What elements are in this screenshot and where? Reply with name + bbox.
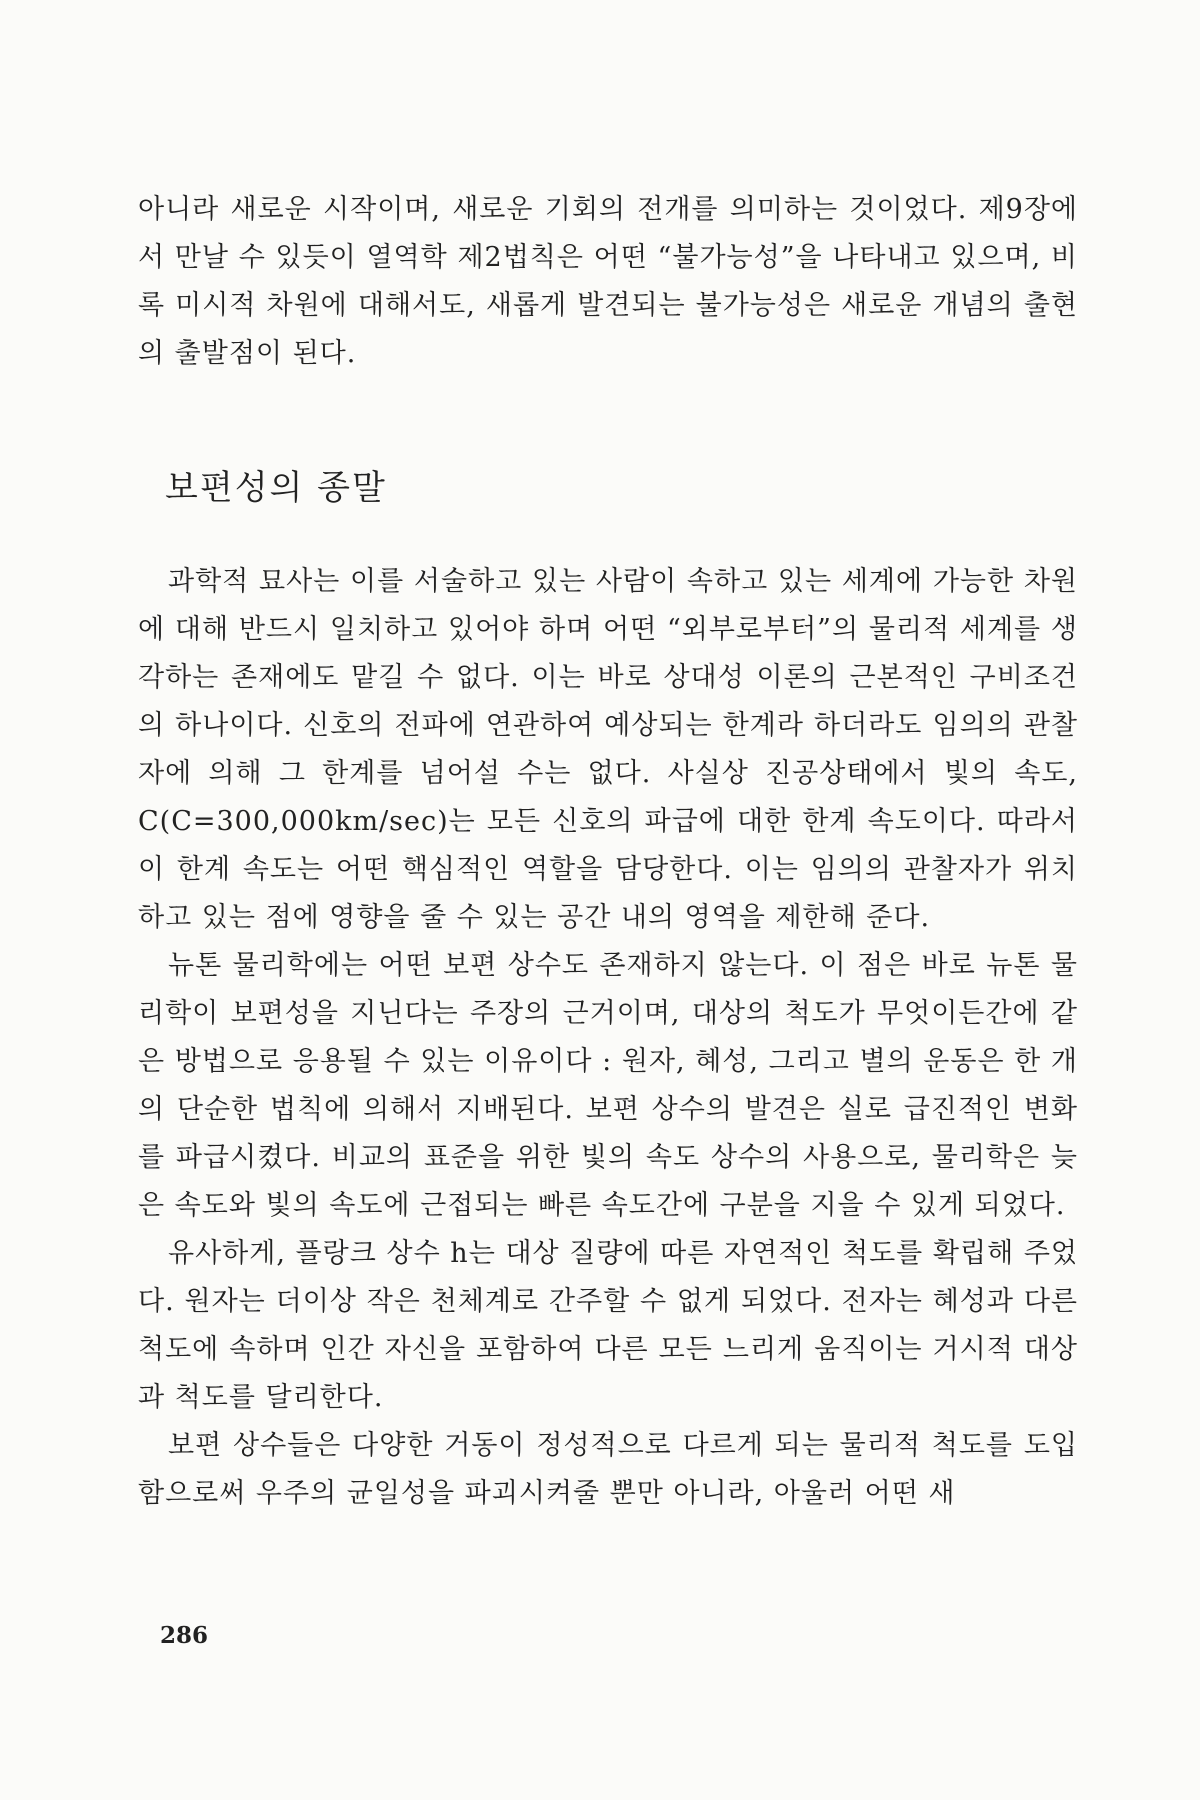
body-paragraph: 과학적 묘사는 이를 서술하고 있는 사람이 속하고 있는 세계에 가능한 차원에 대해 반드시 일치하고 있어야 하며 어떤 “외부로부터”의 물리적 세계를 생각하는 존재에도 맡길 수 없다. 이는 바로 상대성 이론의 근본적인 구비조건의 하나이다. 신호의 전파에 연관하여 예상되는 한계라 하더라도 임의의 관찰자에 의해 그 한계를 넘어설 수는 없다. 사실상 진공상태에서 빛의 속도, C(C=300,000km/sec)는 모든 신호의 파급에 대한 한계 속도이다. 따라서 이 한계 속도는 어떤 핵심적인 역할을 담당한다. 이는 임의의 관찰자가 위치하고 있는 점에 영향을 줄 수 있는 공간 내의 영역을 제한해 준다. [138,566,1078,933]
body-paragraph: 유사하게, 플랑크 상수 h는 대상 질량에 따른 자연적인 척도를 확립해 주었다. 원자는 더이상 작은 천체계로 간주할 수 없게 되었다. 전자는 혜성과 다른 척도에 속하며 인간 자신을 포함하여 다른 모든 느리게 움직이는 거시적 대상과 척도를 달리한다. [138,1238,1078,1413]
body-paragraph: 뉴톤 물리학에는 어떤 보편 상수도 존재하지 않는다. 이 점은 바로 뉴톤 물리학이 보편성을 지닌다는 주장의 근거이며, 대상의 척도가 무엇이든간에 같은 방법으로 응용될 수 있는 이유이다 : 원자, 혜성, 그리고 별의 운동은 한 개의 단순한 법칙에 의해서 지배된다. 보편 상수의 발견은 실로 급진적인 변화를 파급시켰다. 비교의 표준을 위한 빛의 속도 상수의 사용으로, 물리학은 늦은 속도와 빛의 속도에 근접되는 빠른 속도간에 구분을 지을 수 있게 되었다. [138,950,1078,1221]
intro-paragraph: 아니라 새로운 시작이며, 새로운 기회의 전개를 의미하는 것이었다. 제9장에서 만날 수 있듯이 열역학 제2법칙은 어떤 “불가능성”을 나타내고 있으며, 비록 미시적 차원에 대해서도, 새롭게 발견되는 불가능성은 새로운 개념의 출현의 출발점이 된다. [138,194,1078,369]
body-paragraph: 보편 상수들은 다양한 거동이 정성적으로 다르게 되는 물리적 척도를 도입함으로써 우주의 균일성을 파괴시켜줄 뿐만 아니라, 아울러 어떤 새 [138,1430,1078,1509]
page-number: 286 [160,1622,209,1649]
intro-block [138,186,1078,378]
section-heading: 보편성의 종말 [165,468,387,508]
section-body [138,558,1078,1518]
